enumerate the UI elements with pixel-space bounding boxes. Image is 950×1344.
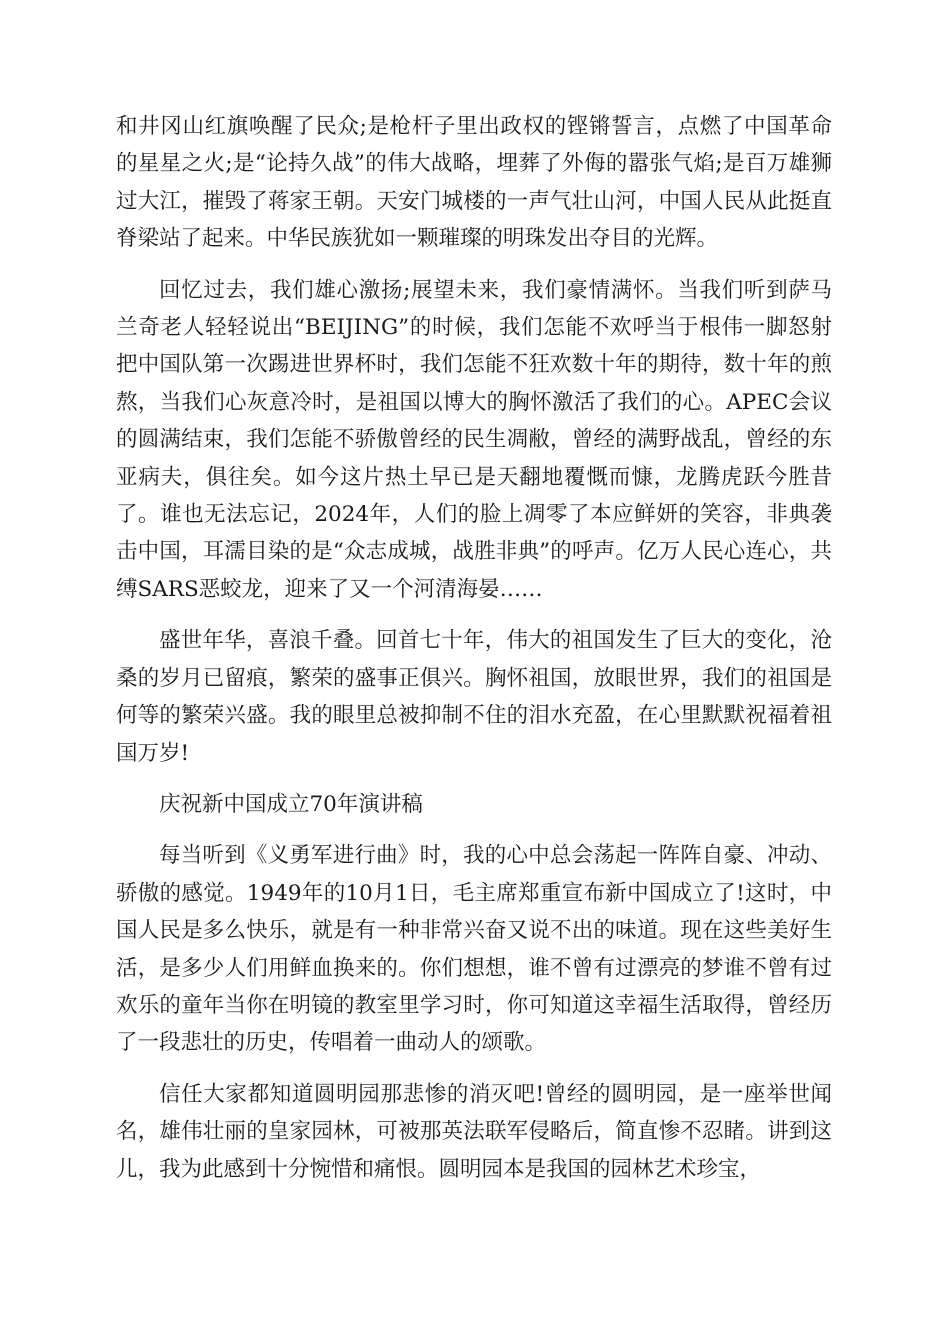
paragraph-national-anthem: 每当听到《义勇军进行曲》时，我的心中总会荡起一阵阵自豪、冲动、骄傲的感觉。1949年的10月1日，毛主席郑重宣布新中国成立了!这时，中国人民是多么快乐，就是有一种非常兴奋又说不出的味道。现在这些美好生活，是多少人们用鲜血换来的。你们想想，谁不曾有过漂亮的梦谁不曾有过欢乐的童年当你在明镜的教室里学习时，你可知道这幸福生活取得，曾经历了一段悲壮的历史，传唱着一曲动人的颂歌。 <box>116 843 832 1056</box>
paragraph-revolution-history: 和井冈山红旗唤醒了民众;是枪杆子里出政权的铿锵誓言，点燃了中国革命的星星之火;是“论持久战”的伟大战略，埋葬了外侮的嚣张气焰;是百万雄狮过大江，摧毁了蒋家王朝。天安门城楼的一声气壮山河，中国人民从此挺直脊梁站了起来。中华民族犹如一颗璀璨的明珠发出夺目的光辉。 <box>116 114 832 252</box>
paragraph-yuanmingyuan: 信任大家都知道圆明园那悲惨的消灭吧!曾经的圆明园，是一座举世闻名，雄伟壮丽的皇家园林，可被那英法联军侵略后，简直惨不忍睹。讲到这儿，我为此感到十分惋惜和痛恨。圆明园本是我国的园林艺术珍宝， <box>116 1081 832 1182</box>
paragraph-recall-past: 回忆过去，我们雄心激扬;展望未来，我们豪情满怀。当我们听到萨马兰奇老人轻轻说出“BEIJING”的时候，我们怎能不欢呼当于根伟一脚怒射把中国队第一次踢进世界杯时，我们怎能不狂欢数十年的期待，数十年的煎熬，当我们心灰意冷时，是祖国以博大的胸怀激活了我们的心。APEC会议的圆满结束，我们怎能不骄傲曾经的民生凋敝，曾经的满野战乱，曾经的东亚病夫，俱往矣。如今这片热土早已是天翻地覆慨而慷，龙腾虎跃今胜昔了。谁也无法忘记，2024年，人们的脸上凋零了本应鲜妍的笑容，非典袭击中国，耳濡目染的是“众志成城，战胜非典”的呼声。亿万人民心连心，共缚SARS恶蛟龙，迎来了又一个河清海晏…… <box>116 277 832 602</box>
paragraph-prosperous-era: 盛世年华，喜浪千叠。回首七十年，伟大的祖国发生了巨大的变化，沧桑的岁月已留痕，繁荣的盛事正俱兴。胸怀祖国，放眼世界，我们的祖国是何等的繁荣兴盛。我的眼里总被抑制不住的泪水充盈，在心里默默祝福着祖国万岁! <box>116 628 832 766</box>
document-page <box>116 108 832 1202</box>
speech-title: 庆祝新中国成立70年演讲稿 <box>159 791 423 817</box>
